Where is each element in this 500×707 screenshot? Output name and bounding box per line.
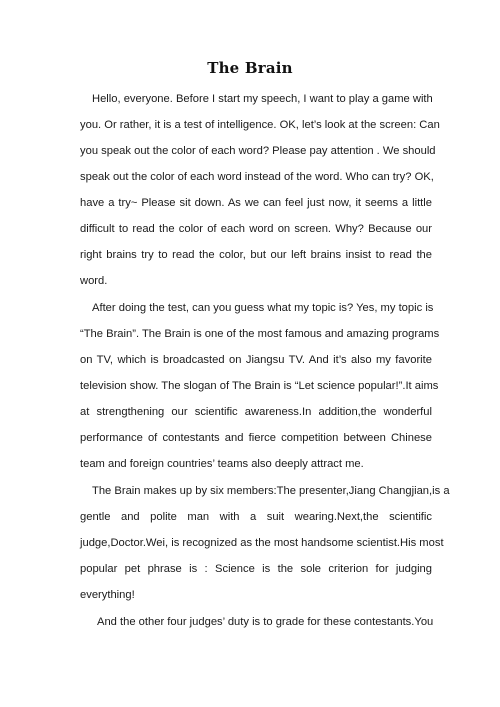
paragraph-2-line-2: “The Brain”. The Brain is one of the most famous and amazing programs xyxy=(80,328,440,340)
paragraph-3-line-2: gentle and polite man with a suit wearing.Next,the scientific xyxy=(80,511,432,523)
paragraph-1-line-1: Hello, everyone. Before I start my speech, I want to play a game with xyxy=(92,93,433,105)
paragraph-1-line-5: have a try~ Please sit down. As we can feel just now, it seems a little xyxy=(80,197,432,209)
paragraph-4-line-1: And the other four judges’ duty is to grade for these contestants.You xyxy=(97,616,434,628)
paragraph-3-line-4: popular pet phrase is : Science is the sole criterion for judging xyxy=(80,563,432,575)
paragraph-3-line-1: The Brain makes up by six members:The presenter,Jiang Changjian,is a xyxy=(92,485,450,497)
paragraph-3-line-5: everything! xyxy=(80,589,135,601)
paragraph-1-line-2: you. Or rather, it is a test of intelligence. OK, let’s look at the screen: Can xyxy=(80,119,440,131)
paragraph-1-line-3: you speak out the color of each word? Please pay attention . We should xyxy=(80,145,436,157)
paragraph-2-line-5: at strengthening our scientific awareness.In addition,the wonderful xyxy=(80,406,432,418)
paragraph-1-line-8: word. xyxy=(80,275,108,287)
paragraph-2-line-6: performance of contestants and fierce competition between Chinese xyxy=(80,432,432,444)
paragraph-1-line-6: difficult to read the color of each word on screen. Why? Because our xyxy=(80,223,432,235)
paragraph-3-line-3: judge,Doctor.Wei, is recognized as the most handsome scientist.His most xyxy=(80,537,444,549)
paragraph-2-line-3: on TV, which is broadcasted on Jiangsu TV. And it’s also my favorite xyxy=(80,354,432,366)
paragraph-2-line-1: After doing the test, can you guess what my topic is? Yes, my topic is xyxy=(92,302,434,314)
paragraph-1-line-7: right brains try to read the color, but our left brains insist to read the xyxy=(80,249,432,261)
paragraph-2-line-7: team and foreign countries’ teams also deeply attract me. xyxy=(80,458,364,470)
document-title: The Brain xyxy=(207,59,293,77)
paragraph-1-line-4: speak out the color of each word instead of the word. Who can try? OK, xyxy=(80,171,434,183)
paragraph-2-line-4: television show. The slogan of The Brain is “Let science popular!”.It aims xyxy=(80,380,439,392)
